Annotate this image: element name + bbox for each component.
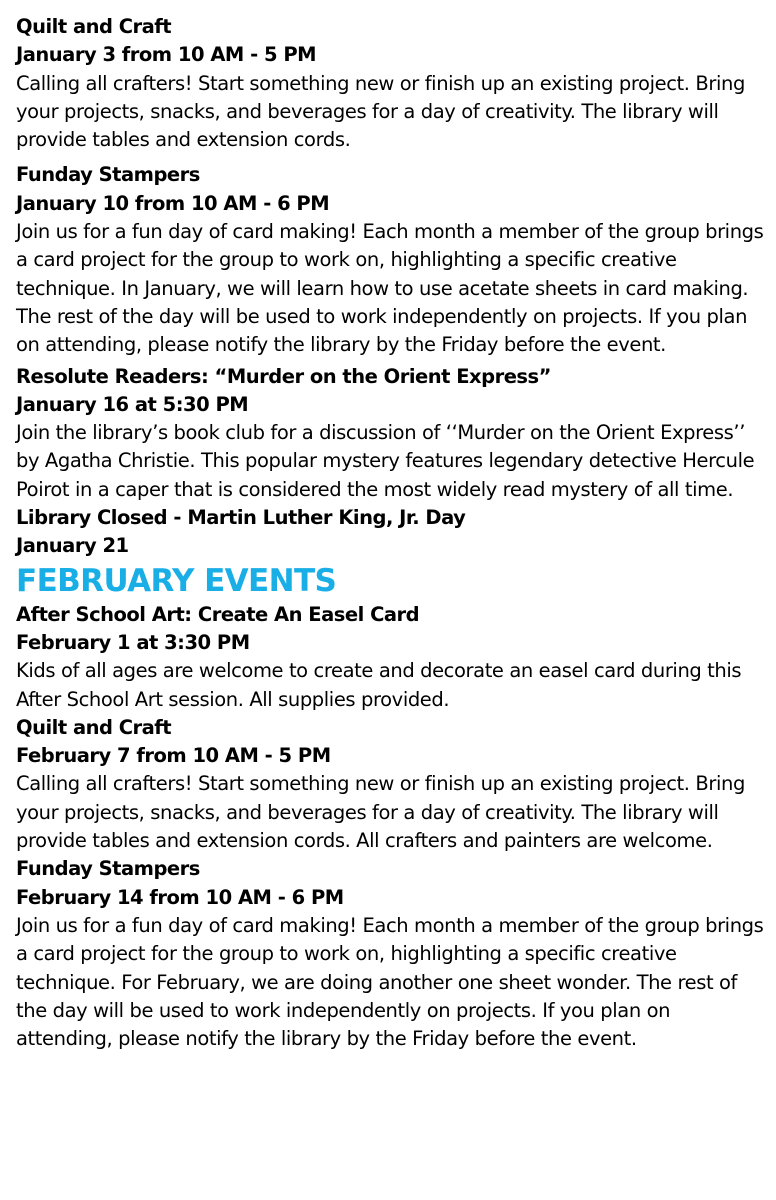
event-date: February 7 from 10 AM - 5 PM	[16, 744, 331, 768]
event-description: Calling all crafters! Start something new or finish up an existing project. Bring your projects, snacks, and beverages for a day of creativity. The library will provide tables and extension cords. All crafters and painters are welcome.	[16, 772, 745, 853]
event-description: Join the library’s book club for a discussion of ‘‘Murder on the Orient Express’’ by Agatha Christie. This popular mystery features legendary detective Hercule Poirot in a caper that is considered the most widely read mystery of all time.	[16, 421, 755, 501]
event-date: January 3 from 10 AM - 5 PM	[16, 43, 317, 67]
event-library-closed-mlk-day	[16, 504, 768, 561]
event-title: Quilt and Craft	[16, 715, 172, 739]
event-title: Quilt and Craft	[16, 15, 172, 38]
event-description: Join us for a fun day of card making! Each month a member of the group brings a card project for the group to work on, highlighting a specific creative technique. For February, we are doing another one sheet wonder. The rest of the day will be used to work independently on projects. If you plan on attending, please notify the library by the Friday before the event.	[16, 913, 764, 1051]
event-date: February 14 from 10 AM - 6 PM	[16, 885, 344, 909]
event-after-school-art-february	[16, 601, 768, 714]
section-heading-february-events: FEBRUARY EVENTS	[16, 562, 337, 599]
event-date: January 10 from 10 AM - 6 PM	[16, 191, 330, 215]
event-title: Funday Stampers	[16, 857, 200, 881]
event-title: After School Art: Create An Easel Card	[16, 602, 420, 626]
event-description: Kids of all ages are welcome to create and decorate an easel card during this After School Art session. All supplies provided.	[16, 659, 742, 711]
event-title: Resolute Readers: “Murder on the Orient Express”	[16, 364, 551, 388]
event-title: Funday Stampers	[16, 163, 200, 187]
event-description: Join us for a fun day of card making! Each month a member of the group brings a card project for the group to work on, highlighting a specific creative technique. In January, we will learn how to use acetate sheets in card making. The rest of the day will be used to work independently on projects. If you plan on attending, please notify the library by the Friday before the event.	[16, 220, 764, 357]
event-quilt-and-craft-january	[16, 13, 768, 154]
event-date: January 21	[16, 534, 129, 558]
event-description: Calling all crafters! Start something new or finish up an existing project. Bring your projects, snacks, and beverages for a day of creativity. The library will provide tables and extension cords.	[16, 71, 745, 152]
event-funday-stampers-february	[16, 855, 768, 1053]
event-resolute-readers-january	[16, 363, 768, 504]
event-date: January 16 at 5:30 PM	[16, 392, 249, 416]
event-funday-stampers-january	[16, 161, 768, 359]
event-date: February 1 at 3:30 PM	[16, 630, 250, 654]
event-quilt-and-craft-february	[16, 714, 768, 855]
event-title: Library Closed - Martin Luther King, Jr. Day	[16, 506, 466, 530]
